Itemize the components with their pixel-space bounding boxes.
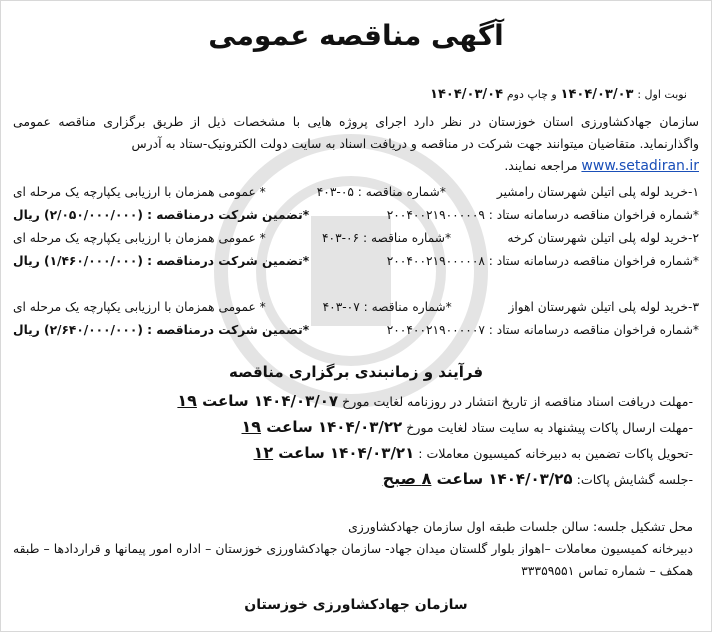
- deadline-4-time-label: ساعت: [431, 470, 489, 488]
- item-1-guarantee: *تضمین شرکت درمناقصه : (۲/۰۵۰/۰۰۰/۰۰۰) ریال: [13, 208, 310, 222]
- item-1-call-number: *شماره فراخوان مناقصه درسامانه ستاد : ۲۰۰۴۰۰۲۱۹۰۰۰۰۰۹: [386, 208, 699, 222]
- item-1-title: ۱-خرید لوله پلی اتیلن شهرستان رامشیر: [496, 185, 699, 199]
- item-3-title: ۳-خرید لوله پلی اتیلن شهرستان اهواز: [508, 300, 699, 314]
- deadline-receive-documents: [13, 389, 693, 413]
- deadline-4-time: ۸ صبح: [382, 469, 432, 488]
- secretariat-address: دبیرخانه کمیسیون معاملات –اهواز بلوار گلستان میدان جهاد- سازمان جهادکشاورزی خوزستان – اداره امور پیمانها و قراردادها – طبقه همکف – شماره تماس ۳۳۳۵۹۵۵۱: [13, 541, 693, 578]
- item-3-row-2: [13, 319, 699, 341]
- second-publication-date: ۱۴۰۴/۰۳/۰۴: [430, 87, 504, 102]
- publication-dates: [1, 87, 687, 102]
- deadline-2-time: ۱۹: [241, 417, 262, 436]
- item-2-call-number: *شماره فراخوان مناقصه درسامانه ستاد : ۲۰۰۴۰۰۲۱۹۰۰۰۰۰۸: [386, 254, 699, 268]
- item-2-row-1: [13, 227, 699, 249]
- deadline-2-date: ۱۴۰۴/۰۳/۲۲: [317, 418, 403, 436]
- organization-signature: سازمان جهادکشاورزی خوزستان: [244, 597, 468, 613]
- first-publication-date: ۱۴۰۴/۰۳/۰۳: [560, 87, 634, 102]
- deadline-4-text: -جلسه گشایش پاکات:: [572, 472, 693, 487]
- meeting-place: محل تشکیل جلسه: سالن جلسات طبقه اول سازمان جهادکشاورزی: [348, 519, 693, 534]
- deadline-2-text: -مهلت ارسال پاکات پیشنهاد به سایت ستاد لغایت مورخ: [402, 420, 693, 435]
- item-1-row-1: [13, 181, 699, 203]
- item-3-type: * عمومی همزمان با ارزیابی یکپارچه یک مرحله ای: [13, 300, 266, 314]
- deadline-3-date: ۱۴۰۴/۰۳/۲۱: [330, 444, 415, 462]
- item-2-type: * عمومی همزمان با ارزیابی یکپارچه یک مرحله ای: [13, 231, 266, 245]
- intro-text: سازمان جهادکشاورزی استان خوزستان در نظر دارد اجرای پروژه هایی با مشخصات ذیل از طریق برگزاری مناقصه عمومی واگذارنماید. متقاضیان میتوانند جهت شرکت در مناقصه و دریافت اسناد به سایت دولت الکترونیک-ستاد به آدرس: [13, 114, 699, 151]
- deadline-1-date: ۱۴۰۴/۰۳/۰۷: [253, 392, 339, 410]
- item-1-row-2: [13, 204, 699, 226]
- deadline-1-text: -مهلت دریافت اسناد مناقصه از تاریخ انتشار در روزنامه لغایت مورخ: [338, 394, 693, 409]
- intro-paragraph: [13, 111, 699, 177]
- deadline-3-time: ۱۲: [253, 443, 274, 462]
- deadline-opening-session: [13, 467, 693, 491]
- item-2-row-2: [13, 250, 699, 272]
- deadline-3-time-label: ساعت: [273, 444, 331, 462]
- first-publication-label: نوبت اول :: [637, 88, 687, 101]
- deadline-4-date: ۱۴۰۴/۰۳/۲۵: [488, 470, 573, 488]
- deadline-deliver-guarantee: [13, 441, 693, 465]
- deadline-1-time-label: ساعت: [196, 392, 254, 410]
- item-2-number: *شماره مناقصه : ۰۶-۴۰۳: [322, 231, 452, 245]
- setad-link[interactable]: www.setadiran.ir: [581, 158, 699, 174]
- item-3-number: *شماره مناقصه : ۰۷-۴۰۳: [322, 300, 452, 314]
- item-3-call-number: *شماره فراخوان مناقصه درسامانه ستاد : ۲۰۰۴۰۰۲۱۹۰۰۰۰۰۷: [386, 323, 699, 337]
- process-title: فرآیند و زمانبندی برگزاری مناقصه: [228, 363, 484, 381]
- item-1-type: * عمومی همزمان با ارزیابی یکپارچه یک مرحله ای: [13, 185, 266, 199]
- deadline-3-text: -تحویل پاکات تضمین به دبیرخانه کمیسیون معاملات :: [414, 446, 693, 461]
- deadline-1-time: ۱۹: [177, 391, 197, 410]
- notice-title: آگهی مناقصه عمومی: [208, 19, 504, 52]
- item-3-row-1: [13, 296, 699, 318]
- intro-end-text: مراجعه نمایند.: [504, 158, 578, 173]
- item-2-title: ۲-خرید لوله پلی اتیلن شهرستان کرخه: [507, 231, 699, 245]
- location-block: [13, 516, 693, 582]
- item-3-guarantee: *تضمین شرکت درمناقصه : (۲/۶۴۰/۰۰۰/۰۰۰) ریال: [13, 323, 310, 337]
- item-1-number: *شماره مناقصه : ۰۵-۴۰۳: [316, 185, 446, 199]
- deadline-2-time-label: ساعت: [261, 418, 318, 436]
- deadline-send-offers: [13, 415, 693, 439]
- item-2-guarantee: *تضمین شرکت درمناقصه : (۱/۴۶۰/۰۰۰/۰۰۰) ریال: [13, 254, 310, 268]
- second-publication-label: و چاپ دوم: [506, 88, 557, 101]
